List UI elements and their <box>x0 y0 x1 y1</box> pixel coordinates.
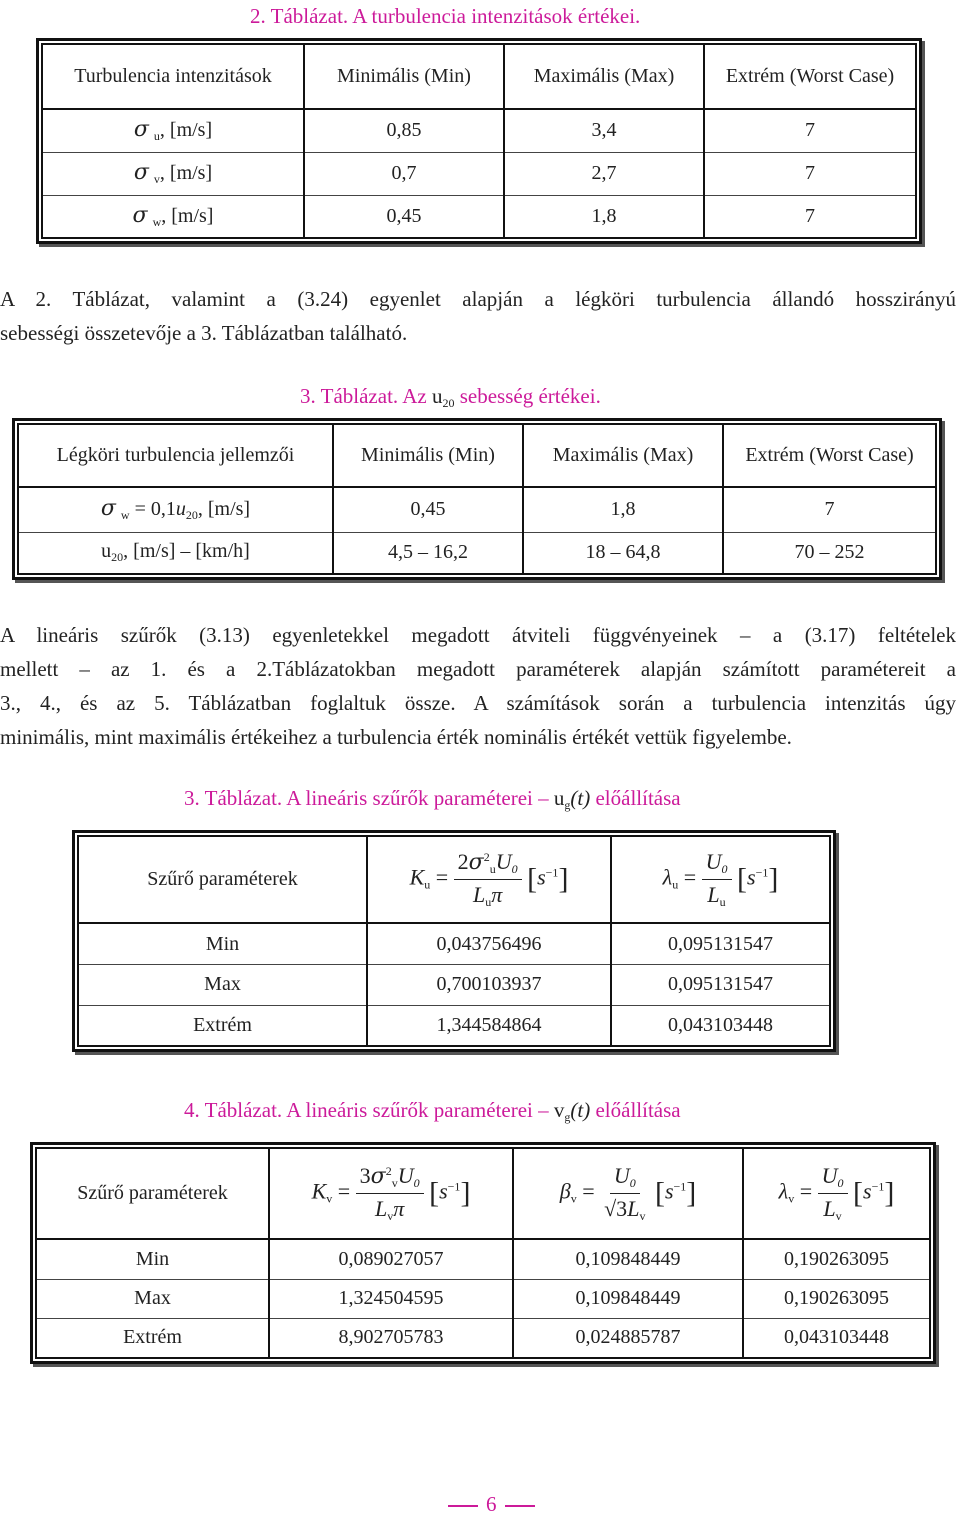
table-row <box>19 487 935 532</box>
table-cell: 0,45 <box>333 487 523 532</box>
row-label: Max <box>79 965 367 1006</box>
table-cell: 7 <box>704 109 915 152</box>
table3b-caption: 3. Táblázat. A lineáris szűrők paraméterei – $u_g(t)$ előállítása <box>184 786 681 812</box>
table-cell: 18 – 64,8 <box>523 532 723 573</box>
paragraph-line: A lineáris szűrők (3.13) egyenletekkel megadott átviteli függvényeinek – a (3.17) feltételek <box>0 623 956 647</box>
table-cell: 0,85 <box>304 109 504 152</box>
row-label: $u_{20}$, [m/s] – [km/h] <box>101 540 250 565</box>
table3a-header: Légköri turbulencia jellemzői <box>19 425 333 487</box>
row-label: Max <box>37 1279 269 1318</box>
paragraph-1 <box>0 282 956 350</box>
lambda-v-formula: $\lambda_v$ = $\frac{U_0}{L_v}$ $[s^{-1}]$ <box>743 1149 929 1239</box>
table-row <box>79 1005 829 1045</box>
kv-formula: $K_v$ = $\frac{3\sigma^2_vU_0}{L_v\pi}$ $[s^{-1}]$ <box>269 1149 513 1239</box>
table-cell: 1,324504595 <box>269 1279 513 1318</box>
table-cell: 7 <box>704 195 915 237</box>
table4 <box>30 1142 936 1364</box>
table-cell: 1,8 <box>523 487 723 532</box>
table-cell: 0,024885787 <box>513 1318 743 1357</box>
table-cell: 4,5 – 16,2 <box>333 532 523 573</box>
table3a-caption: 3. Táblázat. Az $u_{20}$ sebesség értékei. <box>300 384 601 410</box>
table-cell: 7 <box>704 152 915 195</box>
table2-header: Turbulencia intenzitások <box>43 45 304 109</box>
table-cell: 0,089027057 <box>269 1239 513 1279</box>
paragraph-2 <box>0 618 956 754</box>
paragraph-line: sebességi összetevője a 3. Táblázatban található. <box>0 321 408 345</box>
table-cell: 0,7 <box>304 152 504 195</box>
table4-header: Szűrő paraméterek <box>37 1149 269 1239</box>
row-label: σ $_w$, [m/s] <box>132 202 214 229</box>
table-cell: 70 – 252 <box>723 532 935 573</box>
table-cell: 0,109848449 <box>513 1239 743 1279</box>
table-cell: 0,043103448 <box>743 1318 929 1357</box>
table-row <box>37 1318 929 1357</box>
table-cell: 0,190263095 <box>743 1279 929 1318</box>
row-label: Extrém <box>193 1013 252 1036</box>
table-cell: 0,043103448 <box>611 1005 829 1045</box>
page-number: 6 <box>440 1492 543 1517</box>
table2-header: Minimális (Min) <box>304 45 504 109</box>
table-cell: 2,7 <box>504 152 704 195</box>
table-cell: 8,902705783 <box>269 1318 513 1357</box>
ku-formula: $K_u$ = $\frac{2\sigma^2_uU_0}{L_u\pi}$ $[s^{-1}]$ <box>367 837 611 923</box>
table-cell: 3,4 <box>504 109 704 152</box>
row-label: σ $_v$, [m/s] <box>43 152 304 195</box>
table3b-header: Szűrő paraméterek <box>79 837 367 923</box>
row-label: Extrém <box>123 1326 182 1349</box>
table-cell: 0,043756496 <box>367 923 611 965</box>
table-row <box>79 923 829 965</box>
table-cell: 0,109848449 <box>513 1279 743 1318</box>
table-cell: 0,190263095 <box>743 1239 929 1279</box>
table2-caption: 2. Táblázat. A turbulencia intenzitások értékei. <box>250 4 641 28</box>
table2-header: Maximális (Max) <box>504 45 704 109</box>
table-cell: 0,700103937 <box>367 965 611 1006</box>
paragraph-line: mellett – az 1. és a 2.Táblázatokban megadott paraméterek alapján számított paramétereit a <box>0 657 956 681</box>
table3a <box>12 418 942 580</box>
table3a-header: Maximális (Max) <box>523 425 723 487</box>
beta-v-formula: $\beta_v$ = $\frac{U_0}{√3L_v}$ $[s^{-1}]$ <box>513 1149 743 1239</box>
table-cell: 0,095131547 <box>611 923 829 965</box>
table-row <box>79 965 829 1006</box>
table2 <box>36 38 922 244</box>
row-label: Min <box>37 1239 269 1279</box>
paragraph-line: 3., 4., és az 5. Táblázatban foglaltuk össze. A számítások során a turbulencia intenzitás úgy <box>0 691 956 715</box>
table-row <box>19 532 935 573</box>
table2-header: Extrém (Worst Case) <box>704 45 915 109</box>
row-label: σ $_u$, [m/s] <box>43 109 304 152</box>
table3a-header: Extrém (Worst Case) <box>723 425 935 487</box>
paragraph-line: minimális, mint maximális értékeihez a turbulencia érték nominális értékét vettük figyelembe. <box>0 725 792 749</box>
table4-caption: 4. Táblázat. A lineáris szűrők paraméterei – $v_g(t)$ előállítása <box>184 1098 681 1124</box>
lambda-u-formula: $\lambda_u$ = $\frac{U_0}{L_u}$ $[s^{-1}]$ <box>611 837 829 923</box>
table-cell: 1,8 <box>504 195 704 237</box>
table3b <box>72 830 836 1052</box>
paragraph-line: A 2. Táblázat, valamint a (3.24) egyenlet alapján a légköri turbulencia állandó hosszirányú <box>0 287 956 311</box>
row-label: Min <box>79 923 367 965</box>
table-row <box>37 1279 929 1318</box>
table-row <box>43 195 915 237</box>
table-row <box>43 152 915 195</box>
table-row <box>37 1239 929 1279</box>
table-cell: 0,095131547 <box>611 965 829 1006</box>
table-cell: 1,344584864 <box>367 1005 611 1045</box>
row-label: σ $_w = 0,1u_{20}$, [m/s] <box>19 487 333 532</box>
table-row <box>43 109 915 152</box>
table-cell: 7 <box>723 487 935 532</box>
table3a-header: Minimális (Min) <box>333 425 523 487</box>
table-cell: 0,45 <box>304 195 504 237</box>
